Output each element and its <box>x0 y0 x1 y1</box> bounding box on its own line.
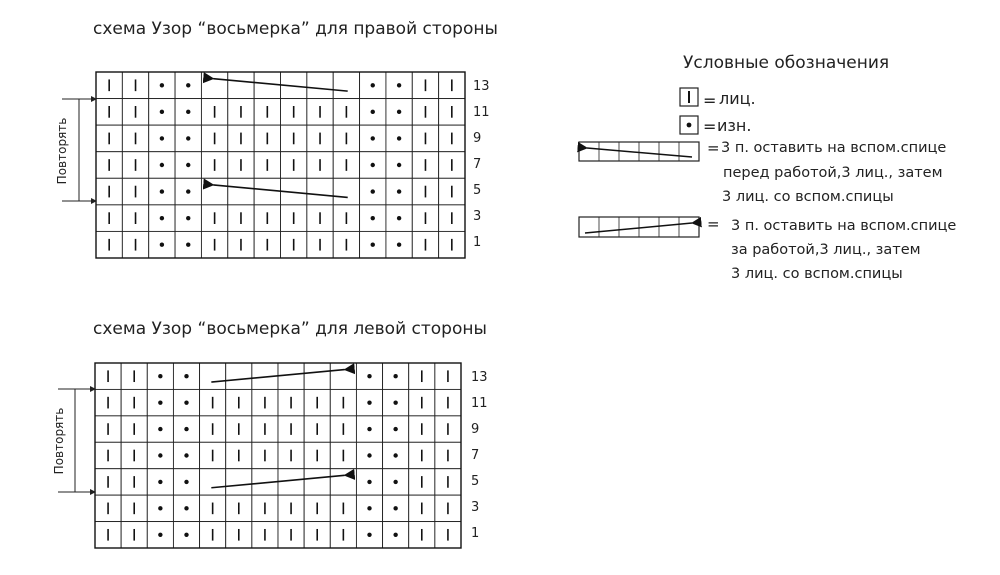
cross-right-symbol <box>579 217 699 237</box>
purl-stitch <box>160 83 164 87</box>
purl-stitch <box>158 374 162 378</box>
purl-stitch <box>184 533 188 537</box>
legend-title: Условные обозначения <box>683 53 890 73</box>
chart-left-row-numbers <box>471 370 488 541</box>
row-number: 11 <box>471 396 488 411</box>
legend-cross-left-line: 3 лиц. со вспом.спицы <box>722 189 894 205</box>
purl-stitch <box>184 480 188 484</box>
grid-cell <box>304 469 330 495</box>
chart-left-grid <box>95 363 461 548</box>
chart-right <box>52 19 498 258</box>
purl-stitch <box>158 533 162 537</box>
purl-stitch <box>160 163 164 167</box>
purl-stitch <box>160 189 164 193</box>
chart-left <box>49 319 488 548</box>
legend-cross-right-line: за работой,3 лиц., затем <box>731 242 921 258</box>
purl-stitch <box>158 427 162 431</box>
grid-cell <box>228 178 254 205</box>
purl-stitch <box>367 453 371 457</box>
row-number: 13 <box>473 79 490 94</box>
grid-cell <box>226 363 252 389</box>
grid-cell <box>201 72 227 99</box>
purl-stitch <box>371 216 375 220</box>
purl-stitch <box>397 216 401 220</box>
purl-stitch <box>160 243 164 247</box>
legend-purl-text: изн. <box>717 116 752 135</box>
row-number: 7 <box>471 448 480 463</box>
purl-stitch <box>393 453 397 457</box>
purl-stitch <box>397 163 401 167</box>
legend-cross-right <box>579 215 956 282</box>
repeat-bracket <box>49 386 96 495</box>
row-number: 3 <box>473 209 482 224</box>
chart-left-title: схема Узор “восьмерка” для левой стороны <box>93 319 487 339</box>
grid-cell <box>201 178 227 205</box>
repeat-label: Повторять <box>52 407 66 475</box>
purl-stitch <box>186 163 190 167</box>
repeat-bracket <box>52 96 97 204</box>
purl-stitch <box>393 427 397 431</box>
purl-stitch <box>367 480 371 484</box>
purl-stitch <box>367 533 371 537</box>
purl-stitch <box>367 374 371 378</box>
grid-cell <box>200 363 226 389</box>
legend-knit-text: лиц. <box>719 89 756 108</box>
legend-cross-right-line: 3 лиц. со вспом.спицы <box>731 266 903 282</box>
purl-stitch <box>184 506 188 510</box>
purl-stitch <box>186 216 190 220</box>
grid-cell <box>330 469 356 495</box>
cross-left-symbol <box>579 142 699 161</box>
row-number: 11 <box>473 105 490 120</box>
purl-stitch <box>160 216 164 220</box>
legend-cross-left-line: перед работой,3 лиц., затем <box>723 165 943 181</box>
repeat-label: Повторять <box>55 117 69 185</box>
legend-cross-right-line: 3 п. оставить на вспом.спице <box>731 218 957 234</box>
purl-stitch <box>367 506 371 510</box>
purl-stitch <box>186 243 190 247</box>
grid-cell <box>226 469 252 495</box>
purl-stitch <box>160 136 164 140</box>
purl-stitch <box>186 83 190 87</box>
row-number: 9 <box>471 422 480 437</box>
legend <box>579 53 956 282</box>
purl-stitch <box>367 427 371 431</box>
purl-stitch <box>186 136 190 140</box>
row-number: 7 <box>473 157 482 172</box>
purl-stitch <box>397 110 401 114</box>
chart-right-grid <box>96 72 465 258</box>
purl-stitch <box>158 480 162 484</box>
purl-stitch <box>184 453 188 457</box>
grid-cell <box>333 72 359 99</box>
purl-stitch <box>158 506 162 510</box>
legend-eq: = <box>703 117 717 136</box>
purl-stitch <box>371 110 375 114</box>
purl-stitch <box>393 506 397 510</box>
purl-stitch <box>393 374 397 378</box>
grid-cell <box>200 469 226 495</box>
purl-stitch <box>393 480 397 484</box>
row-number: 3 <box>471 500 480 515</box>
purl-stitch <box>184 427 188 431</box>
legend-eq: = <box>707 215 720 233</box>
purl-stitch <box>184 374 188 378</box>
row-number: 5 <box>473 183 482 198</box>
row-number: 9 <box>473 131 482 146</box>
purl-stitch <box>397 83 401 87</box>
purl-stitch <box>186 110 190 114</box>
chart-right-row-numbers <box>473 79 490 250</box>
purl-stitch <box>393 400 397 404</box>
grid-cell <box>333 178 359 205</box>
purl-stitch <box>371 243 375 247</box>
row-number: 13 <box>471 370 488 385</box>
grid-cell <box>307 178 333 205</box>
legend-eq: = <box>707 139 720 157</box>
legend-purl <box>680 116 751 136</box>
row-number: 1 <box>471 526 480 541</box>
legend-cross-left-line: 3 п. оставить на вспом.спице <box>721 140 947 156</box>
purl-stitch <box>397 189 401 193</box>
grid-cell <box>228 72 254 99</box>
grid-cell <box>304 363 330 389</box>
purl-stitch <box>371 189 375 193</box>
chart-right-title: схема Узор “восьмерка” для правой стороны <box>93 19 498 39</box>
legend-eq: = <box>703 91 717 110</box>
purl-stitch <box>367 400 371 404</box>
row-number: 5 <box>471 474 480 489</box>
purl-stitch <box>397 243 401 247</box>
row-number: 1 <box>473 235 482 250</box>
grid-cell <box>330 363 356 389</box>
knit-symbol <box>680 88 698 106</box>
purl-stitch <box>393 533 397 537</box>
grid-cell <box>307 72 333 99</box>
purl-stitch <box>397 136 401 140</box>
purl-stitch <box>371 136 375 140</box>
purl-symbol <box>680 116 698 134</box>
purl-stitch <box>186 189 190 193</box>
legend-knit <box>680 88 756 110</box>
purl-stitch <box>158 453 162 457</box>
purl-stitch <box>184 400 188 404</box>
purl-stitch <box>371 163 375 167</box>
purl-stitch <box>158 400 162 404</box>
legend-cross-left <box>579 139 946 205</box>
purl-stitch <box>371 83 375 87</box>
purl-stitch <box>160 110 164 114</box>
